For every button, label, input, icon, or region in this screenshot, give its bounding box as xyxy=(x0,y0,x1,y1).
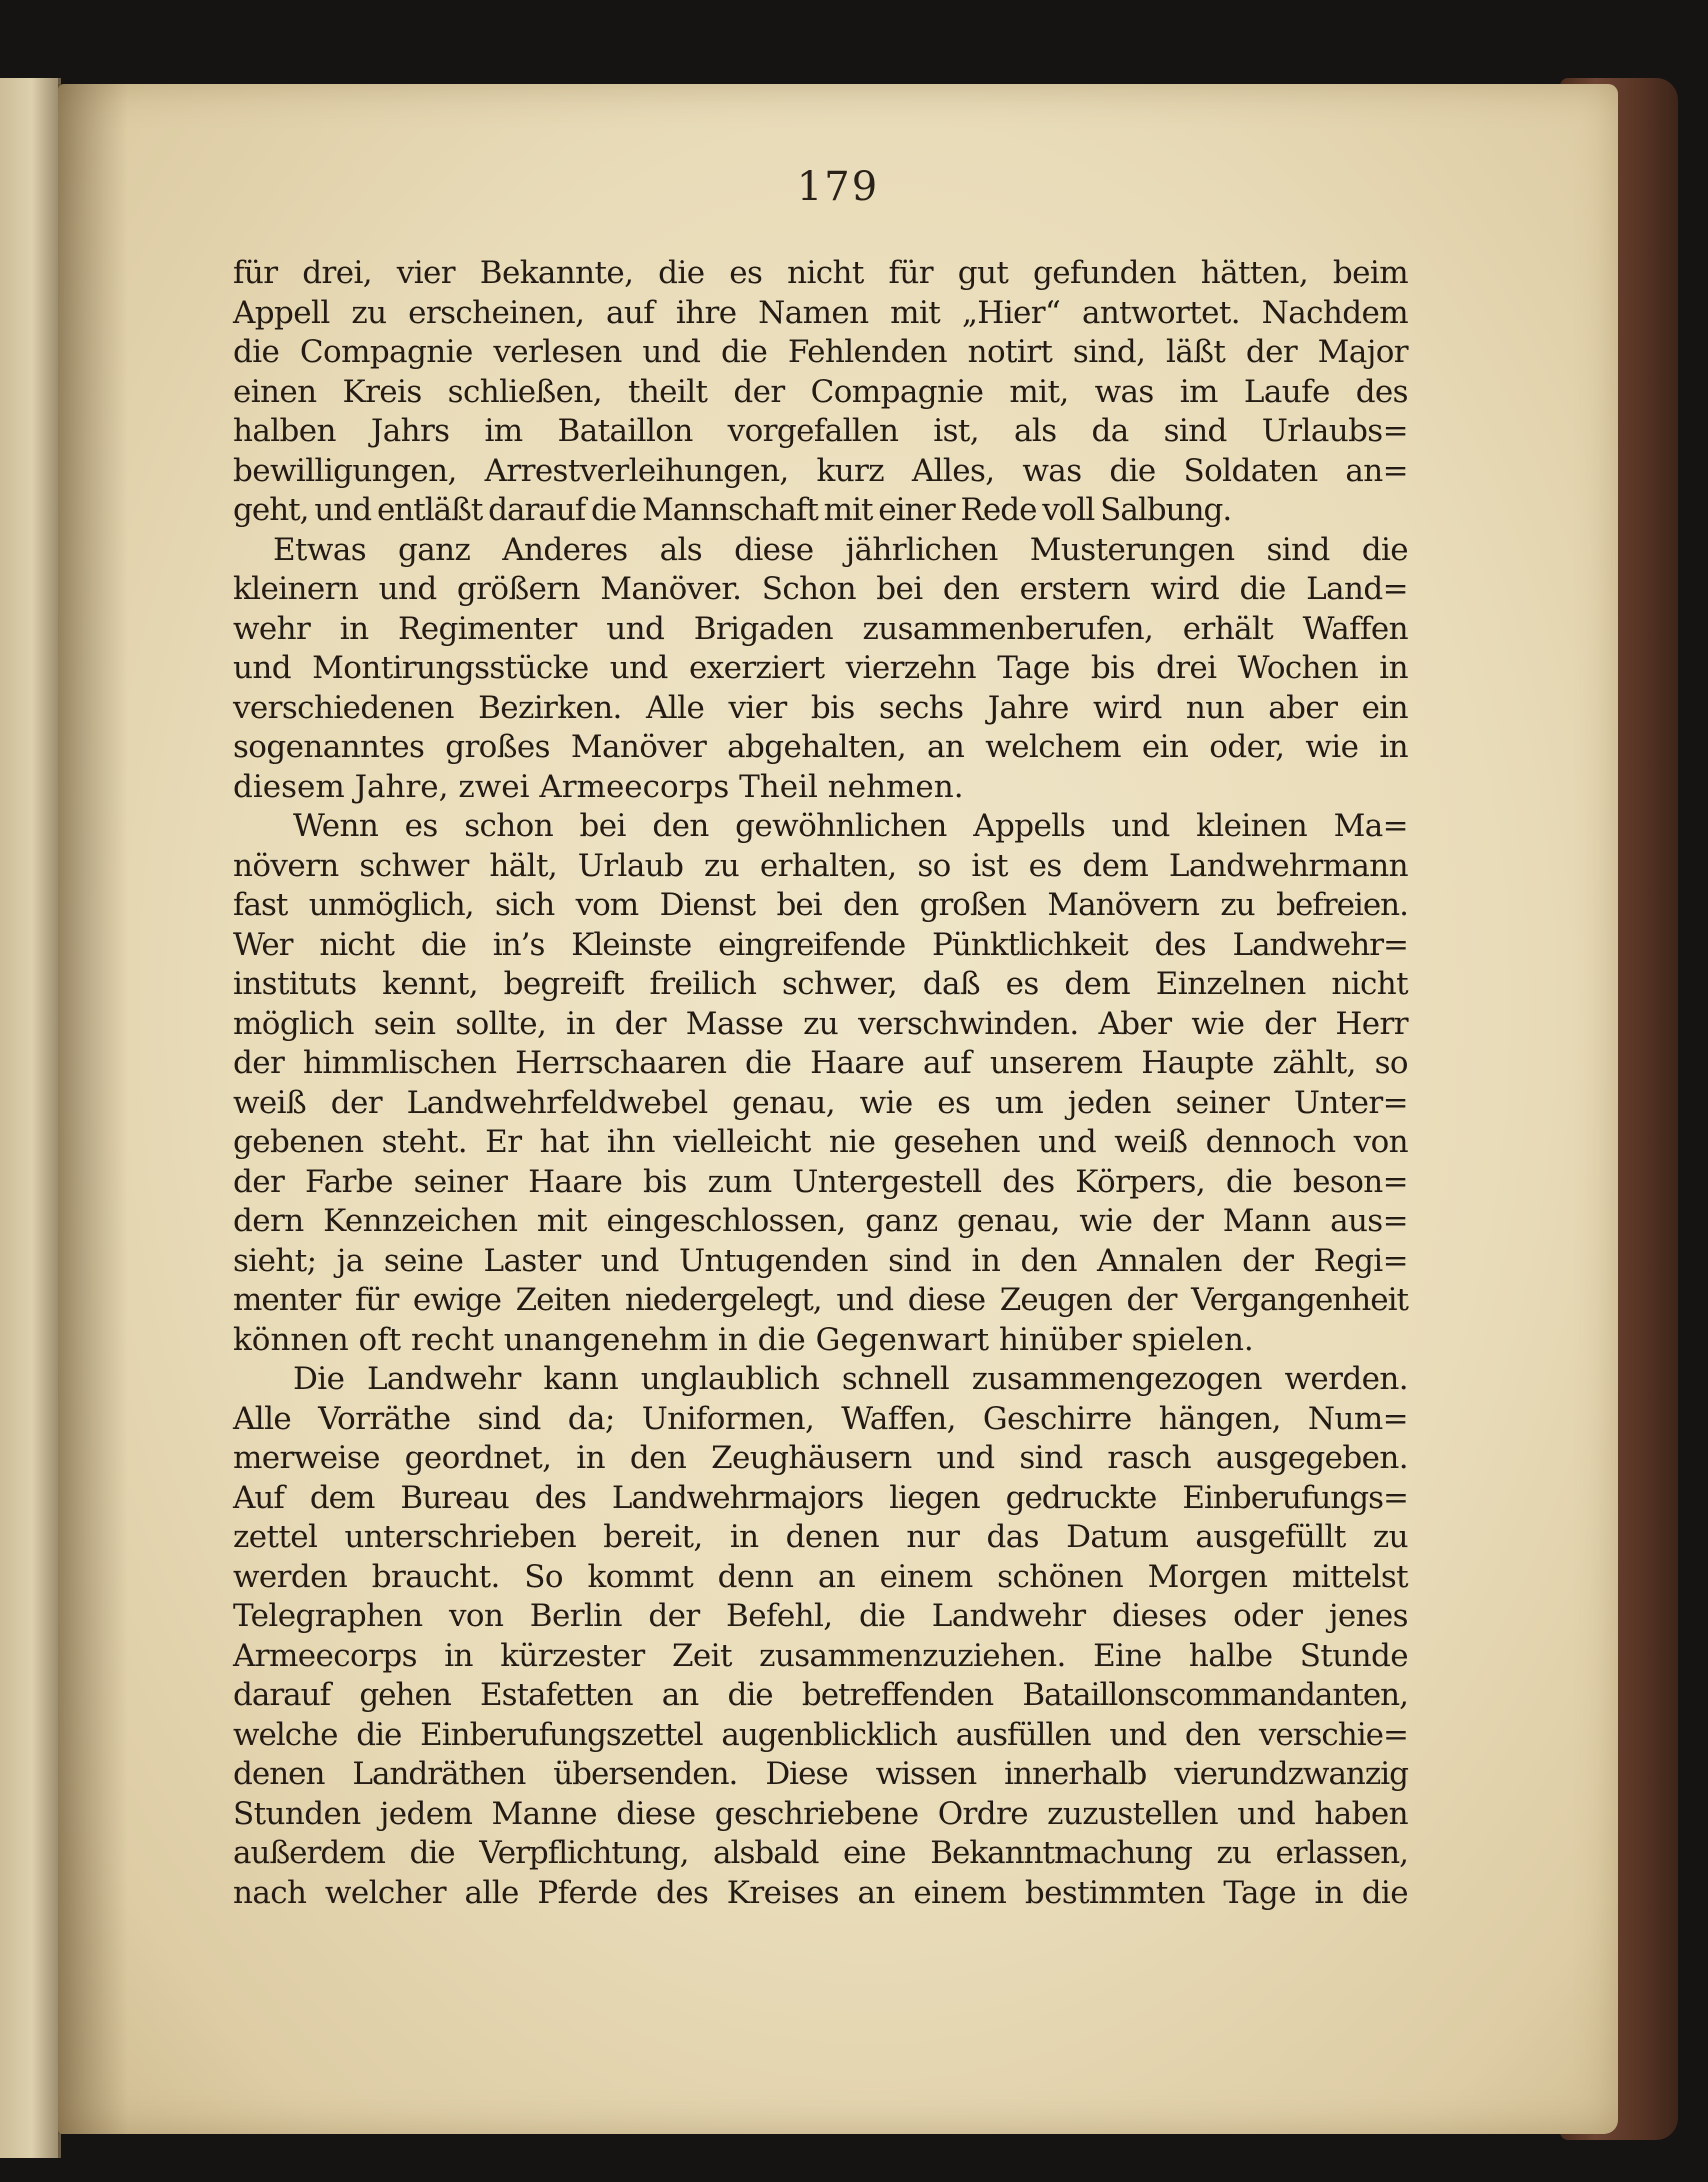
text-line: geht, und entläßt darauf die Mannschaft mit einer Rede voll Salbung. xyxy=(233,492,1232,528)
text-line: Appell zu erscheinen, auf ihre Namen mit „Hier“ antwortet. Nachdem xyxy=(233,294,1408,331)
text-line: für drei, vier Bekannte, die es nicht für gut gefunden hätten, beim xyxy=(233,255,1408,291)
text-line: verschiedenen Bezirken. Alle vier bis sechs Jahre wird nun aber ein xyxy=(233,689,1408,726)
text-line: der Farbe seiner Haare bis zum Untergestell des Körpers, die beson= xyxy=(233,1163,1408,1200)
text-line: und Montirungsstücke und exerziert vierzehn Tage bis drei Wochen in xyxy=(233,650,1408,686)
text-line: Stunden jedem Manne diese geschriebene Ordre zuzustellen und haben xyxy=(233,1795,1408,1832)
book-page xyxy=(58,84,1618,2134)
text-line: diesem Jahre, zwei Armeecorps Theil nehmen. xyxy=(233,768,964,805)
text-line: sogenanntes großes Manöver abgehalten, an welchem ein oder, wie in xyxy=(233,729,1408,765)
page-text xyxy=(233,254,1408,1913)
text-line: welche die Einberufungszettel augenblicklich ausfüllen und den verschie= xyxy=(233,1716,1408,1753)
text-line: Auf dem Bureau des Landwehrmajors liegen gedruckte Einberufungs= xyxy=(233,1479,1408,1516)
text-line: darauf gehen Estafetten an die betreffenden Bataillonscommandanten, xyxy=(233,1677,1408,1713)
text-line: außerdem die Verpflichtung, alsbald eine Bekanntmachung zu erlassen, xyxy=(233,1835,1408,1871)
text-line: die Compagnie verlesen und die Fehlenden notirt sind, läßt der Major xyxy=(233,334,1408,370)
text-line: merweise geordnet, in den Zeughäusern und sind rasch ausgegeben. xyxy=(233,1440,1408,1476)
text-line: halben Jahrs im Bataillon vorgefallen ist, als da sind Urlaubs= xyxy=(233,413,1408,449)
text-line: Telegraphen von Berlin der Befehl, die Landwehr dieses oder jenes xyxy=(233,1598,1408,1634)
text-line: weiß der Landwehrfeldwebel genau, wie es um jeden seiner Unter= xyxy=(233,1084,1408,1121)
text-line: kleinern und größern Manöver. Schon bei den erstern wird die Land= xyxy=(233,571,1408,607)
text-line: Alle Vorräthe sind da; Uniformen, Waffen, Geschirre hängen, Num= xyxy=(233,1400,1408,1437)
text-line: möglich sein sollte, in der Masse zu verschwinden. Aber wie der Herr xyxy=(233,1005,1408,1042)
text-line: növern schwer hält, Urlaub zu erhalten, so ist es dem Landwehrmann xyxy=(233,847,1408,884)
text-line: dern Kennzeichen mit eingeschlossen, ganz genau, wie der Mann aus= xyxy=(233,1203,1408,1239)
text-line: gebenen steht. Er hat ihn vielleicht nie gesehen und weiß dennoch von xyxy=(233,1124,1408,1160)
text-line: zettel unterschrieben bereit, in denen nur das Datum ausgefüllt zu xyxy=(233,1519,1408,1555)
text-line: wehr in Regimenter und Brigaden zusammenberufen, erhält Waffen xyxy=(233,610,1408,647)
text-line: sieht; ja seine Laster und Untugenden sind in den Annalen der Regi= xyxy=(233,1242,1408,1279)
text-line: nach welcher alle Pferde des Kreises an einem bestimmten Tage in die xyxy=(233,1874,1408,1911)
text-line: Die Landwehr kann unglaublich schnell zusammengezogen werden. xyxy=(293,1361,1408,1397)
text-line: Wer nicht die in’s Kleinste eingreifende Pünktlichkeit des Landwehr= xyxy=(233,926,1408,963)
text-line: Armeecorps in kürzester Zeit zusammenzuziehen. Eine halbe Stunde xyxy=(233,1637,1408,1674)
text-line: instituts kennt, begreift freilich schwer, daß es dem Einzelnen nicht xyxy=(233,966,1408,1002)
text-line: bewilligungen, Arrestverleihungen, kurz Alles, was die Soldaten an= xyxy=(233,452,1408,489)
text-line: der himmlischen Herrschaaren die Haare auf unserem Haupte zählt, so xyxy=(233,1045,1408,1081)
text-line: Wenn es schon bei den gewöhnlichen Appells und kleinen Ma= xyxy=(293,808,1408,844)
text-line: Etwas ganz Anderes als diese jährlichen Musterungen sind die xyxy=(273,531,1408,568)
text-line: menter für ewige Zeiten niedergelegt, und diese Zeugen der Vergangenheit xyxy=(233,1282,1408,1318)
text-line: einen Kreis schließen, theilt der Compagnie mit, was im Laufe des xyxy=(233,373,1408,410)
text-line: denen Landräthen übersenden. Diese wissen innerhalb vierundzwanzig xyxy=(233,1756,1408,1792)
text-line: können oft recht unangenehm in die Gegenwart hinüber spielen. xyxy=(233,1321,1254,1358)
text-line: fast unmöglich, sich vom Dienst bei den großen Manövern zu befreien. xyxy=(233,887,1408,923)
page-number: 179 xyxy=(796,164,880,210)
text-line: werden braucht. So kommt denn an einem schönen Morgen mittelst xyxy=(233,1558,1408,1595)
left-page-edge xyxy=(0,78,61,2158)
